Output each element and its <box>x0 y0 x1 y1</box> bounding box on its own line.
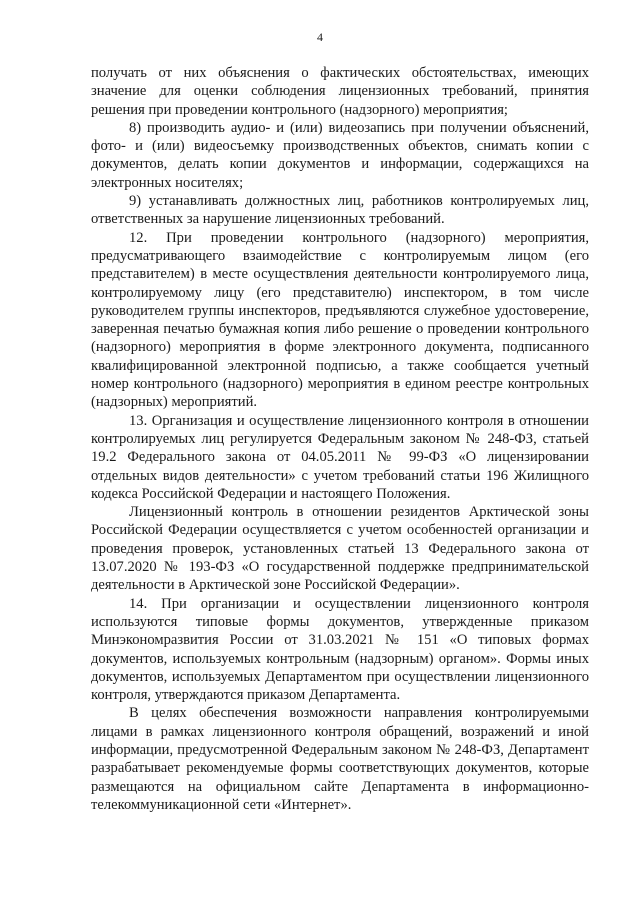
paragraph-section-13: 13. Организация и осуществление лицензионного контроля в отношении контролируемых лиц регулируется Федеральным законом № 248-ФЗ, статьей 19.2 Федерального закона от 04.05.2011 № 99-ФЗ «О лицензировании отдельных видов деятельности» с учетом требований статьи 196 Жилищного кодекса Российской Федерации и настоящего Положения. <box>91 412 589 502</box>
page-number: 4 <box>317 30 323 44</box>
paragraph-section-14: 14. При организации и осуществлении лицензионного контроля используются типовые формы документов, утвержденные приказом Минэкономразвития России от 31.03.2021 № 151 «О типовых формах документов, используемых контрольным (надзорным) органом». Формы иных документов, используемых Департаментом при осуществлении лицензионного контроля, утверждаются приказом Департамента. <box>91 595 589 704</box>
paragraph-arctic-zone: Лицензионный контроль в отношении резидентов Арктической зоны Российской Федерации осуществляется с учетом особенностей организации и проведения проверок, установленных статьей 13 Федерального закона от 13.07.2020 № 193-ФЗ «О государственной поддержке предпринимательской деятельности в Арктической зоне Российской Федерации». <box>91 504 589 594</box>
paragraph-item-8: 8) производить аудио- и (или) видеозапись при получении объяснений, фото- и (или) видеосъемку производственных объектов, снимать копии с документов, делать копии документов и информации, содержащихся на электронных носителях; <box>91 119 589 191</box>
paragraph-recommended-forms: В целях обеспечения возможности направления контролируемыми лицами в рамках лицензионного контроля обращений, возражений и иной информации, предусмотренной Федеральным законом № 248-ФЗ, Департамент разрабатывает рекомендуемые формы соответствующих документов, которые размещаются на официальном сайте Департамента в информационно-телекоммуникационной сети «Интернет». <box>91 705 589 813</box>
paragraph-section-12: 12. При проведении контрольного (надзорного) мероприятия, предусматривающего взаимодействие с контролируемым лицом (его представителем) в месте осуществления деятельности контролируемого лица, контролируемому лицу (его представителю) инспектором, в том числе руководителем группы инспекторов, предъявляются служебное удостоверение, заверенная печатью бумажная копия либо решение о проведении контрольного (надзорного) мероприятия в форме электронного документа, подписанного квалифицированной электронной подписью, а также сообщается учетный номер контрольного (надзорного) мероприятия в едином реестре контрольных (надзорных) мероприятий. <box>91 229 589 411</box>
paragraph-item-9: 9) устанавливать должностных лиц, работников контролируемых лиц, ответственных за нарушение лицензионных требований. <box>91 193 589 228</box>
paragraph-continuation: получать от них объяснения о фактических обстоятельствах, имеющих значение для оценки соблюдения лицензионных требований, принятия решения при проведении контрольного (надзорного) мероприятия; <box>91 65 589 118</box>
document-body <box>91 64 589 814</box>
